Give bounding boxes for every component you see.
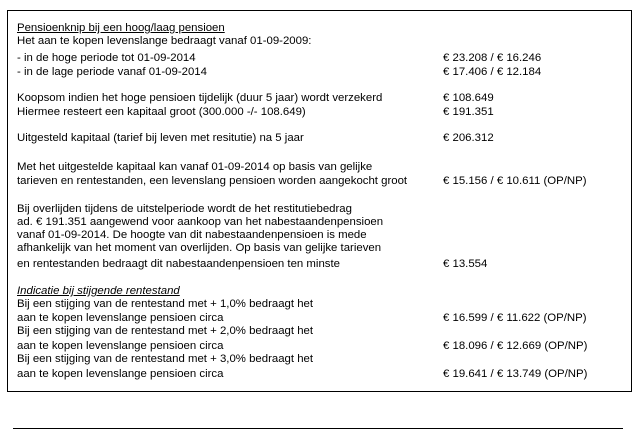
rise1-value: € 16.599 / € 11.622 (OP/NP) — [443, 312, 587, 324]
death-value: € 13.554 — [443, 258, 488, 270]
indication-heading: Indicatie bij stijgende rentestand — [17, 285, 180, 297]
rise-text-line: aan te kopen levenslange pensioen circa — [17, 340, 224, 352]
rise-text-line: aan te kopen levenslange pensioen circa — [17, 312, 224, 324]
rise-text-line: Bij een stijging van de rentestand met + 2,0% bedraagt het — [17, 325, 314, 337]
rise-text-line: aan te kopen levenslange pensioen circa — [17, 368, 224, 380]
low-period-value: € 17.406 / € 12.184 — [443, 66, 542, 78]
purchase-text-line: tarieven en rentestanden, een levenslang pensioen worden aangekocht groot — [17, 175, 408, 187]
koopsom-label: Koopsom indien het hoge pensioen tijdelijk (duur 5 jaar) wordt verzekerd — [17, 92, 383, 104]
rise-text-line: Bij een stijging van de rentestand met + 1,0% bedraagt het — [17, 298, 314, 310]
death-text-line: afhankelijk van het moment van overlijden. Op basis van gelijke tarieven — [17, 242, 382, 254]
purchase-value: € 15.156 / € 10.611 (OP/NP) — [443, 175, 587, 187]
rise2-value: € 18.096 / € 12.669 (OP/NP) — [443, 340, 588, 352]
death-text-line: Bij overlijden tijdens de uitstelperiode wordt de het restitutiebedrag — [17, 203, 352, 215]
section-heading: Pensioenknip bij een hoog/laag pensioen — [17, 22, 225, 34]
deferred-label: Uitgesteld kapitaal (tarief bij leven met resitutie) na 5 jaar — [17, 132, 304, 144]
rise3-value: € 19.641 / € 13.749 (OP/NP) — [443, 368, 588, 380]
intro-line: Het aan te kopen levenslange bedraagt vanaf 01-09-2009: — [17, 35, 312, 47]
low-period-label: - in de lage periode vanaf 01-09-2014 — [17, 66, 207, 78]
purchase-text-line: Met het uitgestelde kapitaal kan vanaf 01-09-2014 op basis van gelijke — [17, 161, 373, 173]
deferred-value: € 206.312 — [443, 132, 494, 144]
rise-text-line: Bij een stijging van de rentestand met + 3,0% bedraagt het — [17, 353, 314, 365]
death-text-line: ad. € 191.351 aangewend voor aankoop van het nabestaandenpensioen — [17, 216, 384, 228]
bottom-divider — [13, 428, 623, 429]
rest-label: Hiermee resteert een kapitaal groot (300.000 -/- 108.649) — [17, 106, 306, 118]
koopsom-value: € 108.649 — [443, 92, 494, 104]
high-period-value: € 23.208 / € 16.246 — [443, 52, 542, 64]
high-period-label: - in de hoge periode tot 01-09-2014 — [17, 52, 196, 64]
death-text-line: en rentestanden bedraagt dit nabestaandenpensioen ten minste — [17, 258, 340, 270]
rest-value: € 191.351 — [443, 106, 494, 118]
death-text-line: vanaf 01-09-2014. De hoogte van dit nabestaandenpensioen is mede — [17, 229, 367, 241]
